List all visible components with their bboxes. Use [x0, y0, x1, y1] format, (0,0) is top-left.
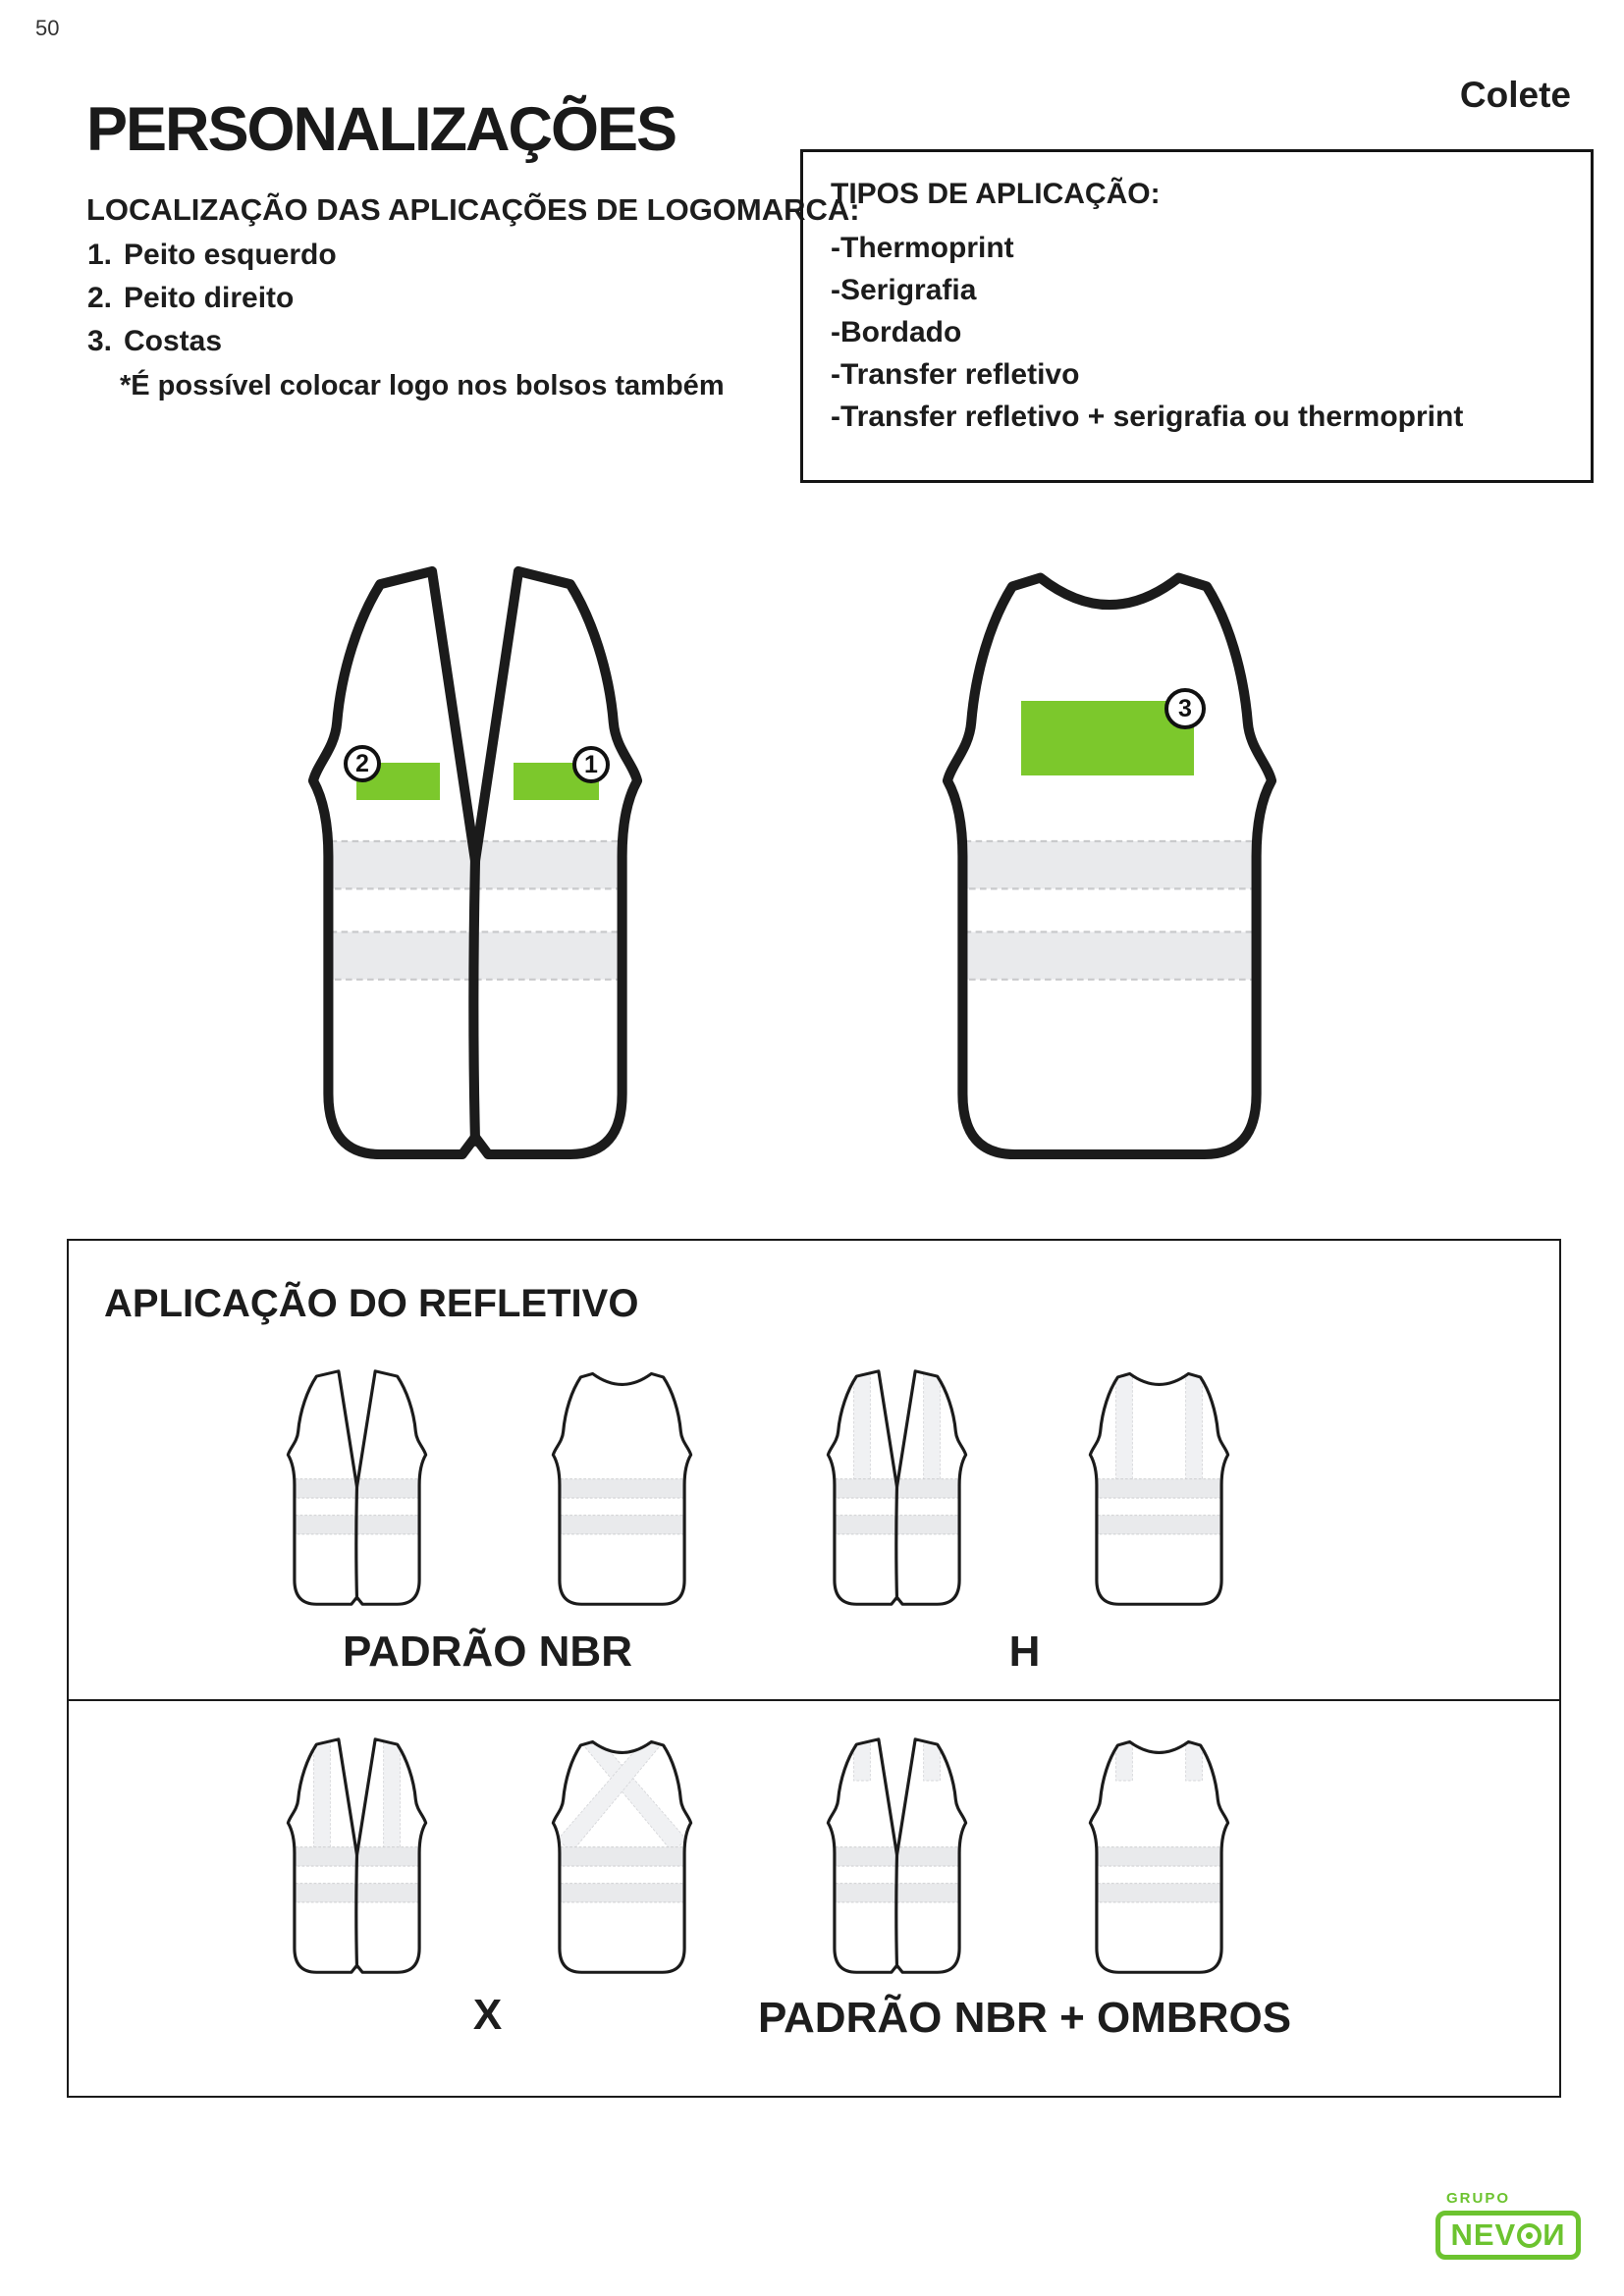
application-types-box — [800, 149, 1594, 483]
page-title: PERSONALIZAÇÕES — [86, 95, 677, 164]
list-item-label: Peito esquerdo — [124, 239, 337, 271]
group-label-h: H — [1008, 1628, 1041, 1676]
vest-x-front — [265, 1731, 449, 1981]
group-label-nbr: PADRÃO NBR — [343, 1628, 632, 1676]
list-item-label: Costas — [124, 325, 223, 357]
vest-h-back — [1067, 1362, 1251, 1613]
logo-grupo-text: GRUPO — [1446, 2190, 1511, 2207]
nevon-logo-text-post: И — [1543, 2217, 1566, 2252]
vest-front-illustration — [259, 550, 691, 1176]
application-type: -Serigrafia — [831, 274, 977, 306]
application-type: -Bordado — [831, 316, 962, 348]
reflective-section-title: APLICAÇÃO DO REFLETIVO — [104, 1282, 639, 1325]
product-tag: Colete — [1459, 75, 1571, 115]
list-item-label: Peito direito — [124, 282, 295, 314]
application-types-title: TIPOS DE APLICAÇÃO: — [831, 178, 1161, 210]
application-type: -Thermoprint — [831, 232, 1014, 264]
marker-badge-2: 2 — [344, 745, 381, 782]
section-divider — [67, 1699, 1561, 1701]
nevon-logo — [1435, 2211, 1581, 2260]
vest-h-front — [805, 1362, 989, 1613]
vest-back-illustration — [893, 550, 1326, 1176]
marker-badge-3: 3 — [1164, 688, 1206, 729]
nevon-logo-o-icon — [1517, 2223, 1542, 2248]
group-label-nbr-ombros: PADRÃO NBR + OMBROS — [757, 1994, 1292, 2042]
nevon-logo-text-pre: NEV — [1450, 2217, 1517, 2252]
list-item-number: 3. — [86, 325, 112, 357]
marker-badge-1: 1 — [572, 746, 610, 783]
page-number: 50 — [35, 16, 60, 40]
pockets-note: *É possível colocar logo nos bolsos também — [120, 370, 725, 401]
vest-nbr-back — [530, 1362, 714, 1613]
list-item — [77, 282, 294, 317]
group-label-x: X — [472, 1991, 503, 2039]
list-item — [77, 325, 222, 360]
vest-x-back — [530, 1731, 714, 1981]
list-item — [77, 239, 337, 274]
application-type: -Transfer refletivo — [831, 358, 1080, 391]
logo-locations-heading: LOCALIZAÇÃO DAS APLICAÇÕES DE LOGOMARCA: — [86, 192, 860, 227]
application-type: -Transfer refletivo + serigrafia ou thermoprint — [831, 400, 1464, 433]
vest-nbr-ombros-back — [1067, 1731, 1251, 1981]
list-item-number: 1. — [86, 239, 112, 271]
vest-nbr-ombros-front — [805, 1731, 989, 1981]
list-item-number: 2. — [86, 282, 112, 314]
vest-nbr-front — [265, 1362, 449, 1613]
